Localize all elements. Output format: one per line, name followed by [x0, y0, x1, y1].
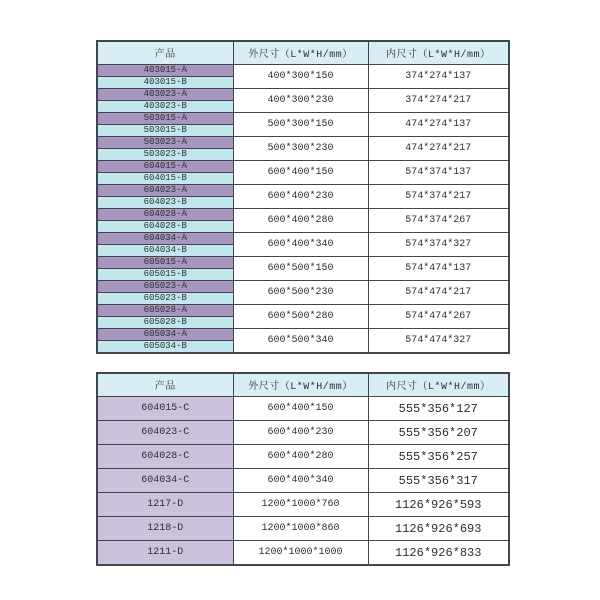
inner-dimension-cell: 574*474*267 — [368, 305, 509, 329]
inner-dimension-cell: 574*374*137 — [368, 161, 509, 185]
inner-dimension-cell: 1126*926*833 — [368, 541, 509, 566]
product-spec-table-bottom — [96, 372, 510, 566]
outer-dimension-cell: 600*400*150 — [233, 161, 368, 185]
column-header-product: 产品 — [97, 41, 233, 65]
table-row — [97, 209, 509, 221]
table-row — [97, 185, 509, 197]
inner-dimension-cell: 474*274*217 — [368, 137, 509, 161]
outer-dimension-cell: 600*400*150 — [233, 397, 368, 421]
header-row — [97, 41, 509, 65]
outer-dimension-cell: 600*400*280 — [233, 445, 368, 469]
inner-dimension-cell: 555*356*207 — [368, 421, 509, 445]
product-cell: 403023-A — [97, 89, 233, 101]
column-header-outer: 外尺寸（L*W*H/mm） — [233, 373, 368, 397]
outer-dimension-cell: 600*500*230 — [233, 281, 368, 305]
inner-dimension-cell: 574*474*217 — [368, 281, 509, 305]
inner-dimension-cell: 555*356*257 — [368, 445, 509, 469]
outer-dimension-cell: 400*300*150 — [233, 65, 368, 89]
table-row — [97, 65, 509, 77]
header-row — [97, 373, 509, 397]
inner-dimension-cell: 555*356*127 — [368, 397, 509, 421]
product-cell: 604015-B — [97, 173, 233, 185]
product-cell: 604028-B — [97, 221, 233, 233]
product-cell: 604034-A — [97, 233, 233, 245]
product-cell: 604034-B — [97, 245, 233, 257]
outer-dimension-cell: 500*300*230 — [233, 137, 368, 161]
inner-dimension-cell: 1126*926*693 — [368, 517, 509, 541]
table-row — [97, 493, 509, 517]
outer-dimension-cell: 600*400*280 — [233, 209, 368, 233]
product-cell: 605034-A — [97, 329, 233, 341]
product-cell: 403015-A — [97, 65, 233, 77]
product-cell: 605015-B — [97, 269, 233, 281]
table-row — [97, 161, 509, 173]
outer-dimension-cell: 600*400*340 — [233, 469, 368, 493]
outer-dimension-cell: 1200*1000*860 — [233, 517, 368, 541]
product-cell: 1217-D — [97, 493, 233, 517]
inner-dimension-cell: 1126*926*593 — [368, 493, 509, 517]
inner-dimension-cell: 374*274*217 — [368, 89, 509, 113]
product-cell: 604015-A — [97, 161, 233, 173]
product-cell: 605015-A — [97, 257, 233, 269]
product-cell: 1218-D — [97, 517, 233, 541]
inner-dimension-cell: 555*356*317 — [368, 469, 509, 493]
outer-dimension-cell: 600*400*230 — [233, 421, 368, 445]
product-cell: 605023-B — [97, 293, 233, 305]
product-cell: 605028-B — [97, 317, 233, 329]
table-row — [97, 397, 509, 421]
product-cell: 605023-A — [97, 281, 233, 293]
product-spec-table-top — [96, 40, 510, 354]
inner-dimension-cell: 374*274*137 — [368, 65, 509, 89]
outer-dimension-cell: 500*300*150 — [233, 113, 368, 137]
table-row — [97, 421, 509, 445]
column-header-product: 产品 — [97, 373, 233, 397]
table-row — [97, 89, 509, 101]
inner-dimension-cell: 574*374*327 — [368, 233, 509, 257]
outer-dimension-cell: 600*500*280 — [233, 305, 368, 329]
product-cell: 503015-A — [97, 113, 233, 125]
column-header-inner: 内尺寸（L*W*H/mm） — [368, 41, 509, 65]
product-cell: 604015-C — [97, 397, 233, 421]
table-row — [97, 233, 509, 245]
product-cell: 604023-B — [97, 197, 233, 209]
inner-dimension-cell: 474*274*137 — [368, 113, 509, 137]
product-cell: 403015-B — [97, 77, 233, 89]
column-header-inner: 内尺寸（L*W*H/mm） — [368, 373, 509, 397]
product-cell: 604023-C — [97, 421, 233, 445]
inner-dimension-cell: 574*474*327 — [368, 329, 509, 354]
table-row — [97, 281, 509, 293]
inner-dimension-cell: 574*374*267 — [368, 209, 509, 233]
column-header-outer: 外尺寸（L*W*H/mm） — [233, 41, 368, 65]
product-cell: 1211-D — [97, 541, 233, 566]
product-cell: 605028-A — [97, 305, 233, 317]
table-row — [97, 517, 509, 541]
table-row — [97, 305, 509, 317]
product-cell: 503023-A — [97, 137, 233, 149]
product-cell: 604034-C — [97, 469, 233, 493]
inner-dimension-cell: 574*374*217 — [368, 185, 509, 209]
product-cell: 403023-B — [97, 101, 233, 113]
product-cell: 604028-C — [97, 445, 233, 469]
table-row — [97, 445, 509, 469]
outer-dimension-cell: 600*500*340 — [233, 329, 368, 354]
table-row — [97, 257, 509, 269]
product-cell: 604028-A — [97, 209, 233, 221]
outer-dimension-cell: 600*400*230 — [233, 185, 368, 209]
outer-dimension-cell: 600*400*340 — [233, 233, 368, 257]
table-row — [97, 541, 509, 566]
table-row — [97, 469, 509, 493]
table-row — [97, 329, 509, 341]
outer-dimension-cell: 600*500*150 — [233, 257, 368, 281]
outer-dimension-cell: 400*300*230 — [233, 89, 368, 113]
outer-dimension-cell: 1200*1000*760 — [233, 493, 368, 517]
product-cell: 605034-B — [97, 341, 233, 354]
outer-dimension-cell: 1200*1000*1000 — [233, 541, 368, 566]
product-cell: 604023-A — [97, 185, 233, 197]
product-cell: 503023-B — [97, 149, 233, 161]
table-row — [97, 113, 509, 125]
product-cell: 503015-B — [97, 125, 233, 137]
inner-dimension-cell: 574*474*137 — [368, 257, 509, 281]
table-row — [97, 137, 509, 149]
